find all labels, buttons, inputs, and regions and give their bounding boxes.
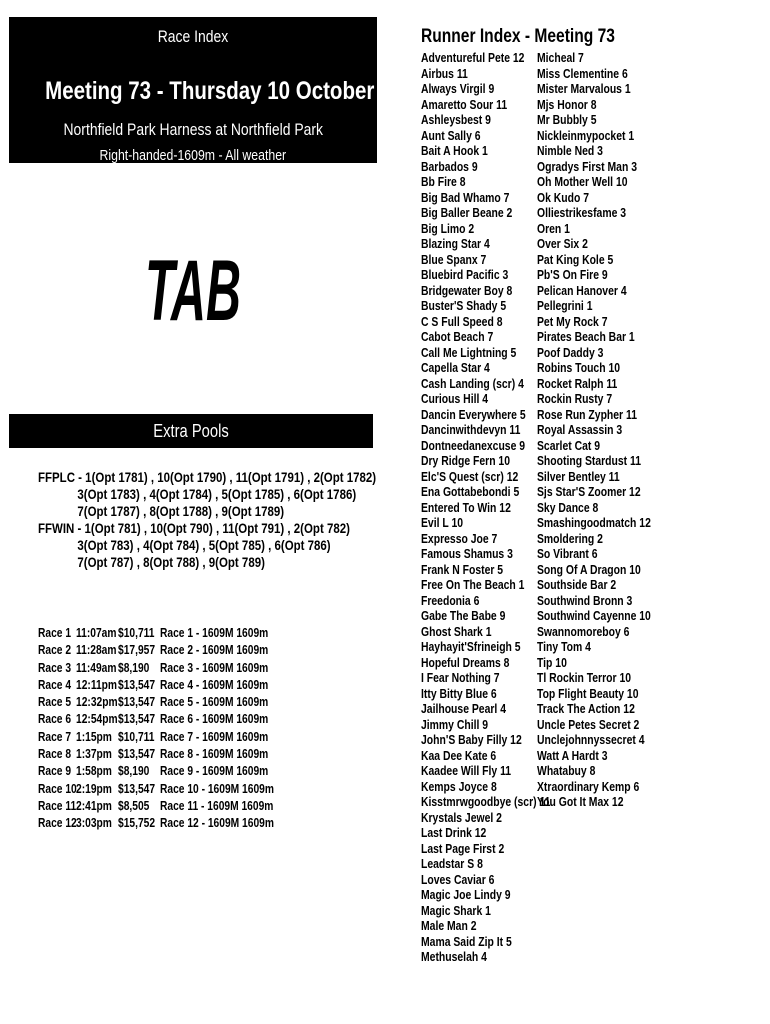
race-prize: $15,752 — [118, 816, 156, 831]
runner-item: Sky Dance 8 — [537, 499, 599, 515]
runner-item: Miss Clementine 6 — [537, 65, 628, 81]
runner-item: Kaa Dee Kate 6 — [421, 747, 497, 763]
race-time: 12:32pm — [76, 695, 118, 710]
extra-pools-header: Extra Pools — [9, 414, 373, 448]
race-prize: $8,190 — [118, 660, 150, 675]
runner-item: Southside Bar 2 — [537, 577, 617, 592]
runner-item: Famous Shamus 3 — [421, 546, 513, 561]
race-prize: $13,547 — [118, 677, 156, 692]
runner-item: Kisstmrwgoodbye (scr) 11 — [421, 794, 551, 809]
runner-item: Expresso Joe 7 — [421, 530, 498, 546]
venue-name: Northfield Park Harness at Northfield Park — [63, 120, 323, 139]
runner-item: Track The Action 12 — [537, 701, 635, 716]
runner-item: Rockin Rusty 7 — [537, 391, 613, 406]
runner-item: Ogradys First Man 3 — [537, 158, 637, 174]
race-number: Race 6 — [38, 712, 72, 727]
runner-item: Mjs Honor 8 — [537, 96, 597, 112]
runner-item: Southwind Bronn 3 — [537, 592, 633, 608]
runner-item: Leadstar S 8 — [421, 856, 483, 871]
runner-item: Scarlet Cat 9 — [537, 437, 601, 453]
tab-logo-text: TAB — [145, 243, 241, 339]
race-time: 1:58pm — [76, 764, 112, 779]
runner-item: Ena Gottabebondi 5 — [421, 484, 520, 499]
runner-item: Pelican Hanover 4 — [537, 282, 627, 298]
ffplc-line: FFPLC - 1(Opt 1781) , 10(Opt 1790) , 11(Opt 1791) , 2(Opt 1782) — [38, 469, 377, 485]
runner-item: Cash Landing (scr) 4 — [421, 375, 524, 391]
runner-item: Mister Marvalous 1 — [537, 81, 631, 96]
runner-item: Smashingoodmatch 12 — [537, 515, 651, 530]
runner-item: Shooting Stardust 11 — [537, 453, 642, 468]
runner-item: Oh Mother Well 10 — [537, 174, 628, 189]
runner-item: Capella Star 4 — [421, 360, 490, 375]
runner-item: Smoldering 2 — [537, 530, 603, 546]
runner-item: Pirates Beach Bar 1 — [537, 329, 635, 344]
runner-item: Itty Bitty Blue 6 — [421, 685, 497, 701]
race-prize: $8,505 — [118, 798, 150, 813]
race-number: Race 10 — [38, 781, 77, 796]
race-description: Race 11 - 1609M 1609m — [160, 798, 274, 813]
race-number: Race 9 — [38, 764, 72, 779]
runner-item: Call Me Lightning 5 — [421, 344, 517, 360]
race-time: 12:54pm — [76, 712, 118, 727]
runner-item: Last Page First 2 — [421, 840, 505, 856]
race-description: Race 9 - 1609M 1609m — [160, 764, 269, 779]
runner-item: Xtraordinary Kemp 6 — [537, 778, 640, 794]
race-index-label: Race Index — [157, 27, 229, 46]
runner-item: Pb'S On Fire 9 — [537, 267, 608, 282]
runner-item: Tl Rockin Terror 10 — [537, 670, 632, 685]
runner-item: Ashleysbest 9 — [421, 112, 491, 127]
runner-item: Magic Joe Lindy 9 — [421, 887, 511, 902]
runner-item: Bb Fire 8 — [421, 174, 466, 189]
runner-item: Dontneedanexcuse 9 — [421, 437, 526, 453]
runner-item: Always Virgil 9 — [421, 81, 495, 96]
ffwin-line: 7(Opt 787) , 8(Opt 788) , 9(Opt 789) — [77, 554, 265, 570]
runner-item: I Fear Nothing 7 — [421, 670, 500, 685]
race-time: 2:41pm — [76, 798, 112, 813]
runner-item: Frank N Foster 5 — [421, 561, 504, 577]
race-prize: $13,547 — [118, 781, 156, 796]
runner-item: Big Limo 2 — [421, 220, 475, 236]
runner-item: Elc'S Quest (scr) 12 — [421, 468, 519, 484]
runner-item: Sjs Star'S Zoomer 12 — [537, 484, 641, 499]
race-index-header — [9, 17, 377, 163]
runner-item: Bait A Hook 1 — [421, 143, 488, 158]
runner-item: Pat King Kole 5 — [537, 251, 614, 267]
runner-item: Dancin Everywhere 5 — [421, 406, 526, 422]
runner-item: Dancinwithdevyn 11 — [421, 422, 521, 437]
race-description: Race 4 - 1609M 1609m — [160, 677, 269, 692]
runner-item: Curious Hill 4 — [421, 391, 489, 406]
runner-item: Mama Said Zip It 5 — [421, 933, 512, 949]
runner-item: Robins Touch 10 — [537, 360, 621, 375]
runner-item: C S Full Speed 8 — [421, 313, 503, 329]
runner-item: Big Bad Whamo 7 — [421, 189, 510, 205]
runner-item: Ok Kudo 7 — [537, 189, 590, 205]
race-description: Race 6 - 1609M 1609m — [160, 712, 269, 727]
race-description: Race 3 - 1609M 1609m — [160, 660, 269, 675]
runner-item: Top Flight Beauty 10 — [537, 685, 639, 701]
race-number: Race 11 — [38, 798, 77, 813]
runner-item: Ghost Shark 1 — [421, 623, 492, 639]
runner-item: Aunt Sally 6 — [421, 127, 481, 143]
runner-item: Entered To Win 12 — [421, 499, 511, 515]
runner-item: Watt A Hardt 3 — [537, 747, 608, 763]
runner-item: Bluebird Pacific 3 — [421, 267, 509, 282]
runner-item: Blue Spanx 7 — [421, 251, 487, 267]
race-number: Race 3 — [38, 660, 72, 675]
runner-item: Gabe The Babe 9 — [421, 608, 506, 623]
runner-item: Tiny Tom 4 — [537, 639, 591, 654]
runner-item: Male Man 2 — [421, 918, 477, 933]
race-prize: $13,547 — [118, 747, 156, 762]
runner-item: Amaretto Sour 11 — [421, 96, 508, 112]
race-prize: $8,190 — [118, 764, 150, 779]
race-description: Race 10 - 1609M 1609m — [160, 781, 274, 796]
runner-item: Whatabuy 8 — [537, 763, 596, 778]
runner-item: Mr Bubbly 5 — [537, 112, 597, 127]
runner-item: Big Baller Beane 2 — [421, 205, 513, 220]
race-number: Race 5 — [38, 695, 72, 710]
track-info: Right-handed-1609m - All weather — [99, 147, 287, 164]
race-number: Race 7 — [38, 729, 72, 744]
meeting-title: Meeting 73 - Thursday 10 October — [45, 77, 375, 105]
runner-item: Swannomoreboy 6 — [537, 623, 630, 639]
runner-item: John'S Baby Filly 12 — [421, 732, 522, 747]
race-number: Race 4 — [38, 677, 72, 692]
runner-item: Silver Bentley 11 — [537, 468, 620, 484]
ffwin-pool — [38, 520, 350, 571]
race-number: Race 12 — [38, 816, 77, 831]
runner-item: Unclejohnnyssecret 4 — [537, 732, 645, 747]
race-description: Race 12 - 1609M 1609m — [160, 816, 274, 831]
runner-item: Cabot Beach 7 — [421, 329, 494, 344]
race-number: Race 8 — [38, 747, 72, 762]
runner-item: Rose Run Zypher 11 — [537, 406, 637, 422]
runner-item: Dry Ridge Fern 10 — [421, 453, 511, 468]
runner-item: Southwind Cayenne 10 — [537, 608, 651, 623]
runner-item: Micheal 7 — [537, 50, 584, 65]
race-prize: $17,957 — [118, 643, 156, 658]
race-description: Race 1 - 1609M 1609m — [160, 626, 269, 640]
race-time: 1:37pm — [76, 747, 112, 762]
runner-item: Olliestrikesfame 3 — [537, 205, 627, 220]
runner-item: Poof Daddy 3 — [537, 344, 604, 360]
runner-item: Jimmy Chill 9 — [421, 716, 489, 732]
race-time: 11:49am — [76, 660, 117, 675]
runner-item: Pellegrini 1 — [537, 298, 593, 313]
race-time: 11:07am — [76, 626, 117, 640]
runner-item: Airbus 11 — [421, 65, 468, 81]
runner-item: Freedonia 6 — [421, 592, 480, 608]
race-prize: $10,711 — [118, 626, 155, 640]
runner-item: Last Drink 12 — [421, 825, 487, 840]
runner-item: Buster'S Shady 5 — [421, 298, 507, 313]
runner-item: Nickleinmypocket 1 — [537, 127, 635, 143]
runner-item: Kaadee Will Fly 11 — [421, 763, 512, 778]
runner-item: Evil L 10 — [421, 515, 464, 530]
ffwin-line: 3(Opt 783) , 4(Opt 784) , 5(Opt 785) , 6(Opt 786) — [77, 537, 331, 553]
race-number: Race 2 — [38, 643, 72, 658]
runner-item: Over Six 2 — [537, 236, 588, 251]
runner-item: So Vibrant 6 — [537, 546, 598, 561]
race-number: Race 1 — [38, 626, 72, 640]
runner-item: Free On The Beach 1 — [421, 577, 525, 592]
runner-item: Nimble Ned 3 — [537, 143, 603, 158]
race-time: 3:03pm — [76, 816, 112, 831]
race-prize: $13,547 — [118, 712, 156, 727]
runner-item: Oren 1 — [537, 220, 570, 236]
ffwin-line: FFWIN - 1(Opt 781) , 10(Opt 790) , 11(Opt 791) , 2(Opt 782) — [38, 520, 350, 536]
race-time: 2:19pm — [76, 781, 112, 796]
race-description: Race 2 - 1609M 1609m — [160, 643, 269, 658]
runner-item: Magic Shark 1 — [421, 902, 491, 918]
race-description: Race 5 - 1609M 1609m — [160, 695, 269, 710]
runner-item: Barbados 9 — [421, 158, 478, 174]
race-prize: $13,547 — [118, 695, 156, 710]
race-description: Race 7 - 1609M 1609m — [160, 729, 269, 744]
runner-item: Uncle Petes Secret 2 — [537, 716, 640, 732]
ffplc-line: 7(Opt 1787) , 8(Opt 1788) , 9(Opt 1789) — [77, 503, 285, 519]
runner-item: Song Of A Dragon 10 — [537, 561, 641, 577]
runner-item: You Got It Max 12 — [537, 794, 624, 809]
runner-item: Methuselah 4 — [421, 949, 487, 964]
runner-item: Jailhouse Pearl 4 — [421, 701, 506, 716]
runner-index-title: Runner Index - Meeting 73 — [421, 26, 615, 47]
runner-item: Royal Assassin 3 — [537, 422, 623, 437]
race-time: 12:11pm — [76, 677, 118, 692]
runner-item: Tip 10 — [537, 654, 567, 670]
runner-item: Kemps Joyce 8 — [421, 778, 497, 794]
ffplc-line: 3(Opt 1783) , 4(Opt 1784) , 5(Opt 1785) , 6(Opt 1786) — [77, 486, 357, 502]
runner-item: Bridgewater Boy 8 — [421, 282, 513, 298]
runner-item: Pet My Rock 7 — [537, 313, 608, 329]
runner-item: Hopeful Dreams 8 — [421, 654, 510, 670]
runner-item: Adventureful Pete 12 — [421, 50, 525, 65]
runner-item: Krystals Jewel 2 — [421, 809, 502, 825]
runner-item: Rocket Ralph 11 — [537, 375, 618, 391]
runner-item: Blazing Star 4 — [421, 236, 490, 251]
race-time: 11:28am — [76, 643, 117, 658]
race-time: 1:15pm — [76, 729, 112, 744]
ffplc-pool — [38, 469, 376, 520]
runner-item: Hayhayit'Sfrineigh 5 — [421, 639, 521, 654]
race-prize: $10,711 — [118, 729, 155, 744]
tab-logo — [145, 243, 241, 339]
runner-item: Loves Caviar 6 — [421, 871, 495, 887]
race-description: Race 8 - 1609M 1609m — [160, 747, 269, 762]
runner-column-2 — [537, 50, 679, 810]
